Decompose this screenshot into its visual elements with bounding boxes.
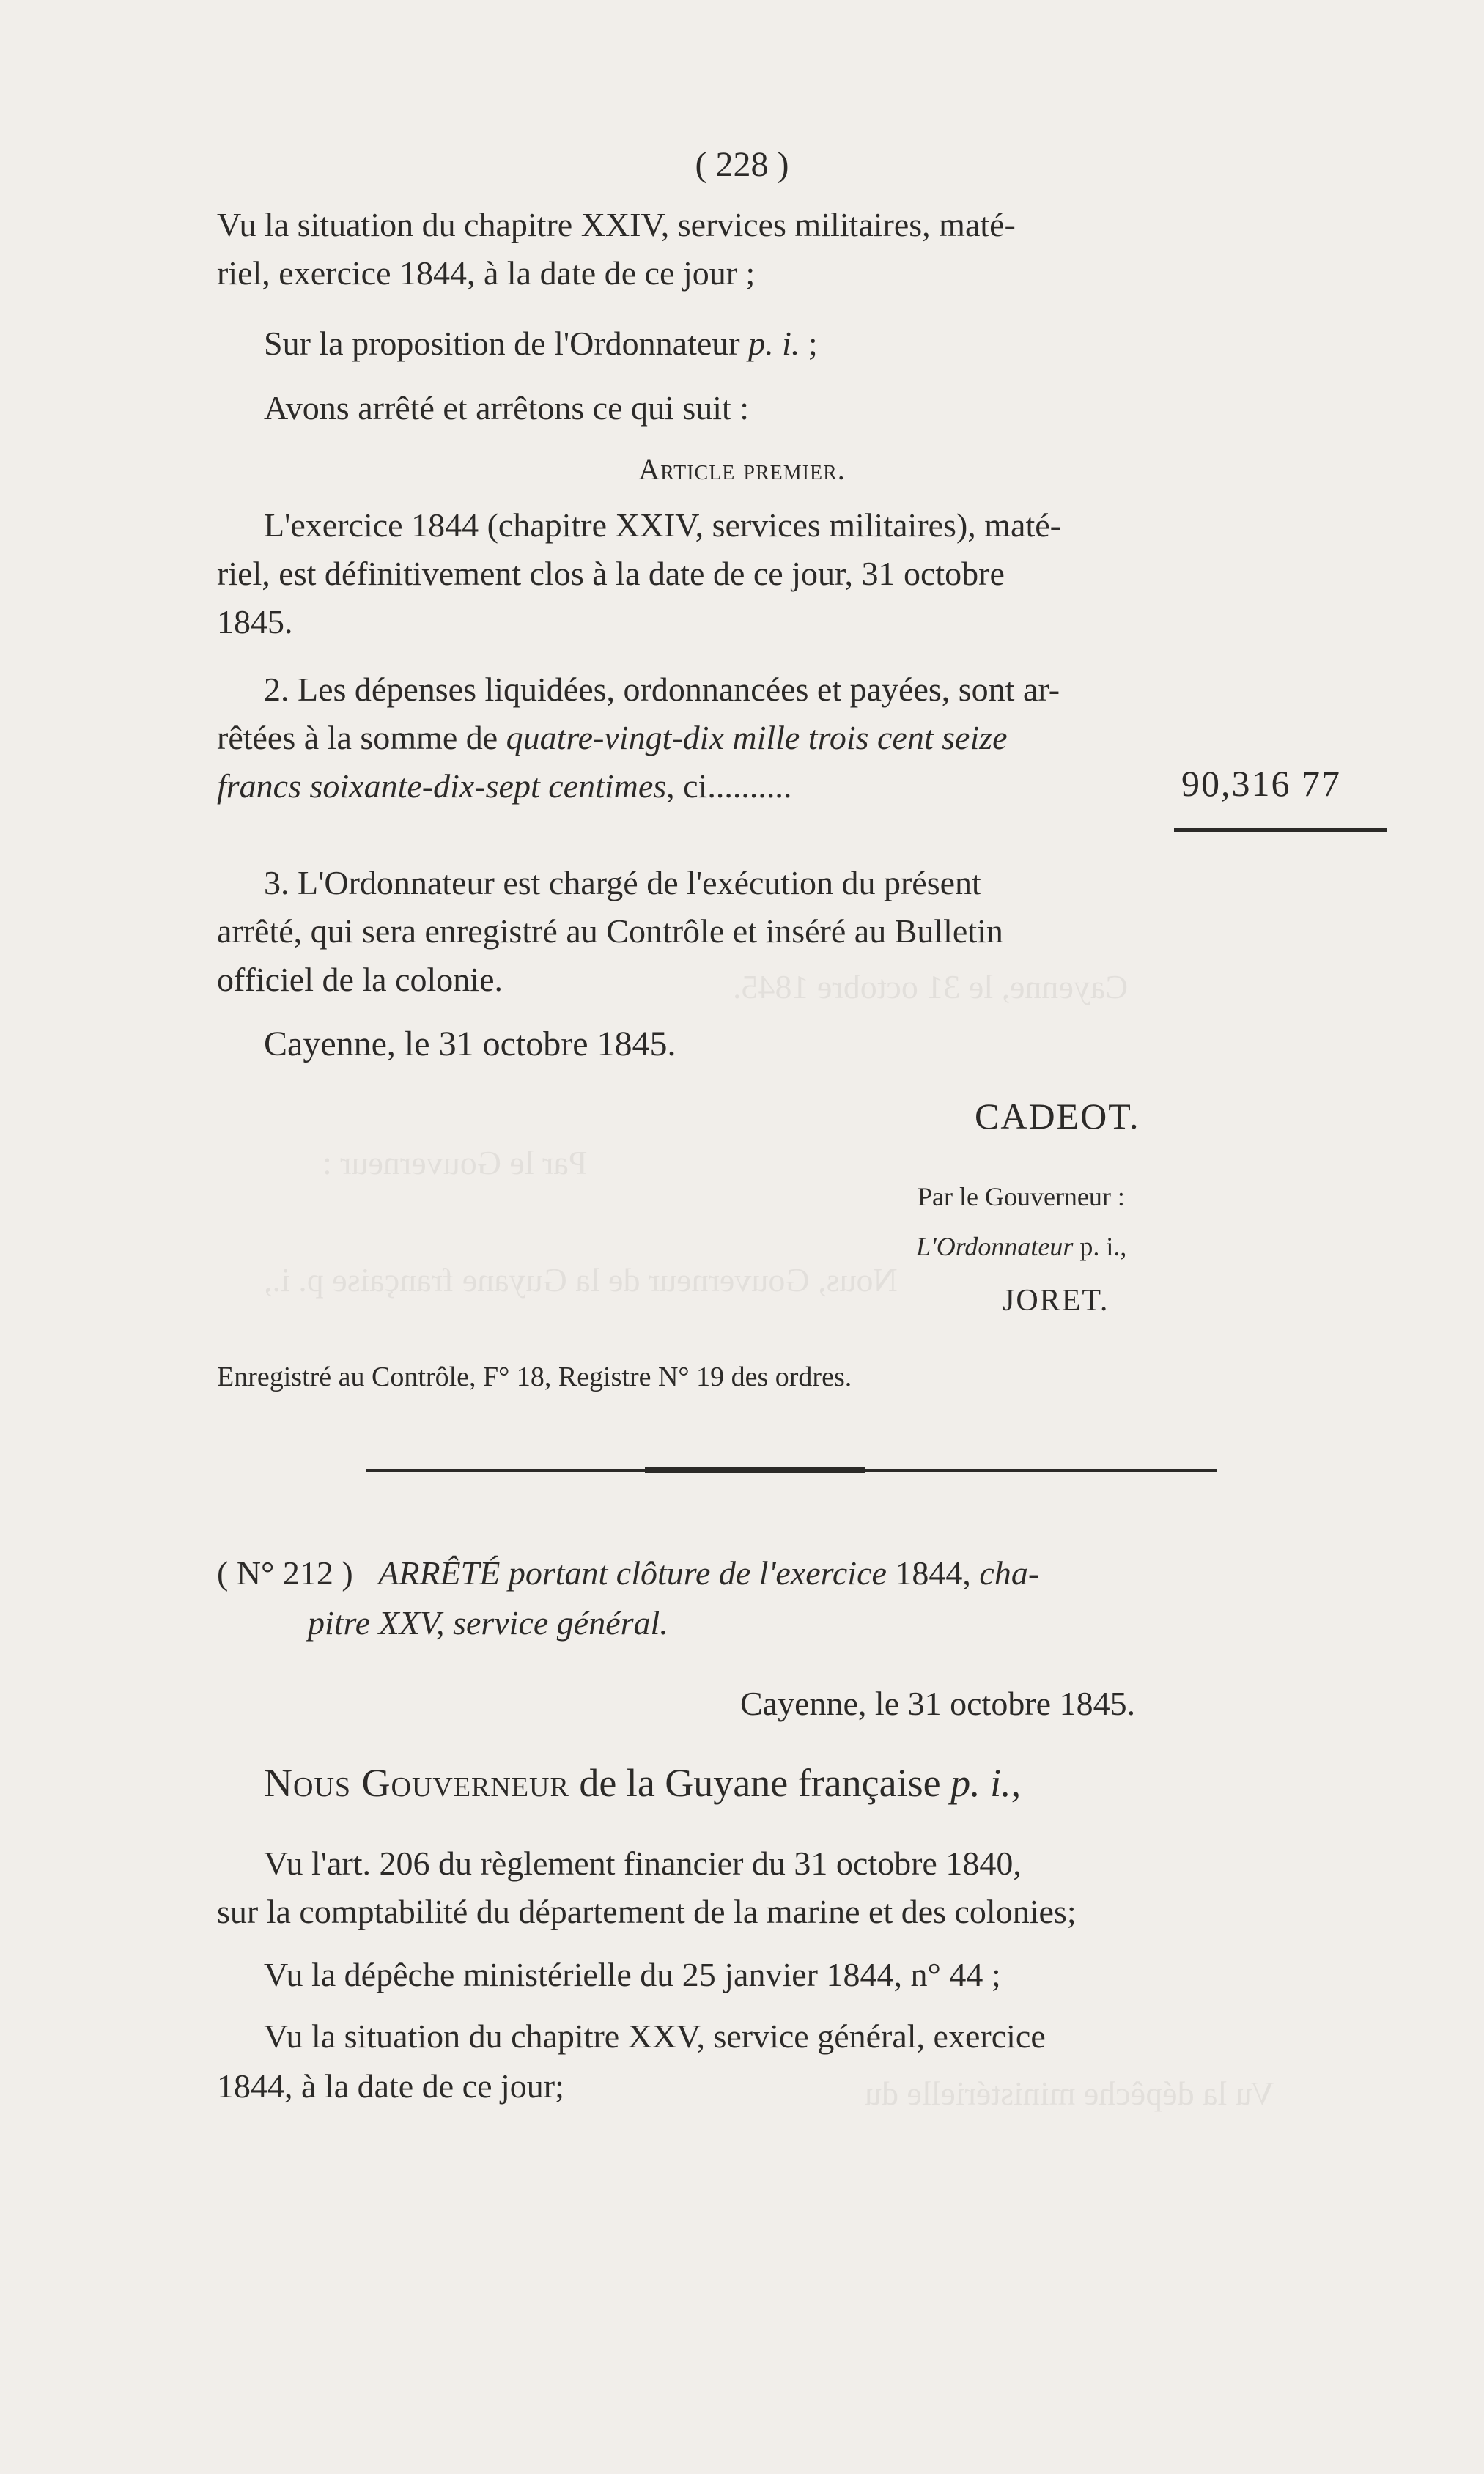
paragraph-line — [264, 322, 818, 365]
text: Sur la proposition de l'Ordonnateur — [264, 325, 740, 362]
registration-note: Enregistré au Contrôle, F° 18, Registre N° 19 des ordres. — [217, 1362, 852, 1392]
text: Vu la situation du chapitre XXIV, services militaires, maté- — [217, 206, 1016, 243]
paragraph-line: 1845. — [217, 603, 293, 640]
section-divider-thick — [645, 1467, 865, 1473]
text-italic: quatre-vingt-dix mille trois cent seize — [506, 719, 1008, 756]
paragraph-line — [217, 765, 791, 808]
page-number: ( 228 ) — [695, 145, 789, 184]
text: L'exercice 1844 (chapitre XXIV, services militaires), maté- — [264, 506, 1061, 544]
bleed-through-text: Par le Gouverneur : — [322, 1144, 588, 1181]
paragraph-line — [264, 2015, 1386, 2058]
text: riel, est définitivement clos à la date de ce jour, 31 octobre — [217, 555, 1005, 592]
paragraph-line — [264, 668, 1386, 711]
text-italic: L'Ordonnateur — [916, 1232, 1074, 1261]
decree-title: ARRÊTÉ portant clôture de l'exercice — [378, 1554, 887, 1592]
text: 1844, — [895, 1554, 971, 1592]
paragraph-line: 1844, à la date de ce jour; — [217, 2067, 564, 2105]
text-smallcaps: Nous Gouverneur — [264, 1761, 569, 1805]
text: 2. Les dépenses liquidées, ordonnancées et payées, sont ar- — [264, 671, 1060, 708]
avons-arrete-line: Avons arrêté et arrêtons ce qui suit : — [264, 389, 750, 427]
text: arrêté, qui sera enregistré au Contrôle et inséré au Bulletin — [217, 912, 1003, 950]
decree-number: ( N° 212 ) — [217, 1554, 353, 1592]
paragraph-line — [217, 1891, 1386, 1933]
text: , ci.......... — [666, 767, 792, 805]
bleed-through-text: Vu la dépêche ministérielle du — [865, 2075, 1275, 2112]
text: Vu la situation du chapitre XXV, service général, exercice — [264, 2017, 1046, 2055]
decree-title-line — [217, 1552, 1039, 1595]
signature-governor: CADEOT. — [975, 1096, 1140, 1137]
dateline: Cayenne, le 31 octobre 1845. — [740, 1685, 1136, 1722]
paragraph-line: officiel de la colonie. — [217, 961, 503, 998]
total-amount: 90,316 77 — [1181, 763, 1341, 804]
paragraph-line: riel, exercice 1844, à la date de ce jour ; — [217, 254, 756, 292]
text: rêtées à la somme de — [217, 719, 498, 756]
paragraph-line — [264, 504, 1386, 547]
text: Vu l'art. 206 du règlement financier du 31 octobre 1840, — [264, 1845, 1022, 1882]
ordonnateur-line — [916, 1225, 1126, 1268]
text-italic: p. i. — [950, 1761, 1011, 1805]
paragraph-line — [217, 717, 1386, 759]
text: sur la comptabilité du département de la marine et des colonies; — [217, 1893, 1077, 1930]
paragraph-line — [264, 862, 1386, 904]
text: 3. L'Ordonnateur est chargé de l'exécution du présent — [264, 864, 981, 901]
bleed-through-text: Cayenne, le 31 octobre 1845. — [733, 968, 1129, 1005]
paragraph-line — [264, 1842, 1386, 1885]
text: de la Guyane française — [579, 1761, 941, 1805]
article-heading: Article premier. — [638, 453, 846, 486]
bleed-through-text: Nous, Gouverneur de la Guyane française p. i., — [264, 1261, 898, 1299]
text-italic: p. i. — [748, 325, 800, 362]
text: p. i., — [1079, 1232, 1127, 1261]
amount-underline — [1174, 828, 1387, 832]
text: , — [1011, 1761, 1022, 1805]
paragraph-line — [217, 910, 1386, 953]
paragraph-line — [217, 553, 1386, 595]
signature-ordonnateur: JORET. — [1003, 1284, 1110, 1318]
paragraph-line — [217, 204, 1386, 246]
decree-title-line: pitre XXV, service général. — [308, 1604, 668, 1642]
par-le-gouverneur: Par le Gouverneur : — [918, 1182, 1125, 1211]
place-date: Cayenne, le 31 octobre 1845. — [264, 1024, 676, 1063]
text-italic: francs soixante-dix-sept centimes — [217, 767, 667, 805]
text: ; — [800, 325, 818, 362]
text-italic: cha- — [979, 1554, 1040, 1592]
paragraph-line: Vu la dépêche ministérielle du 25 janvier 1844, n° 44 ; — [264, 1956, 1001, 1993]
nous-gouverneur-line — [264, 1762, 1021, 1804]
